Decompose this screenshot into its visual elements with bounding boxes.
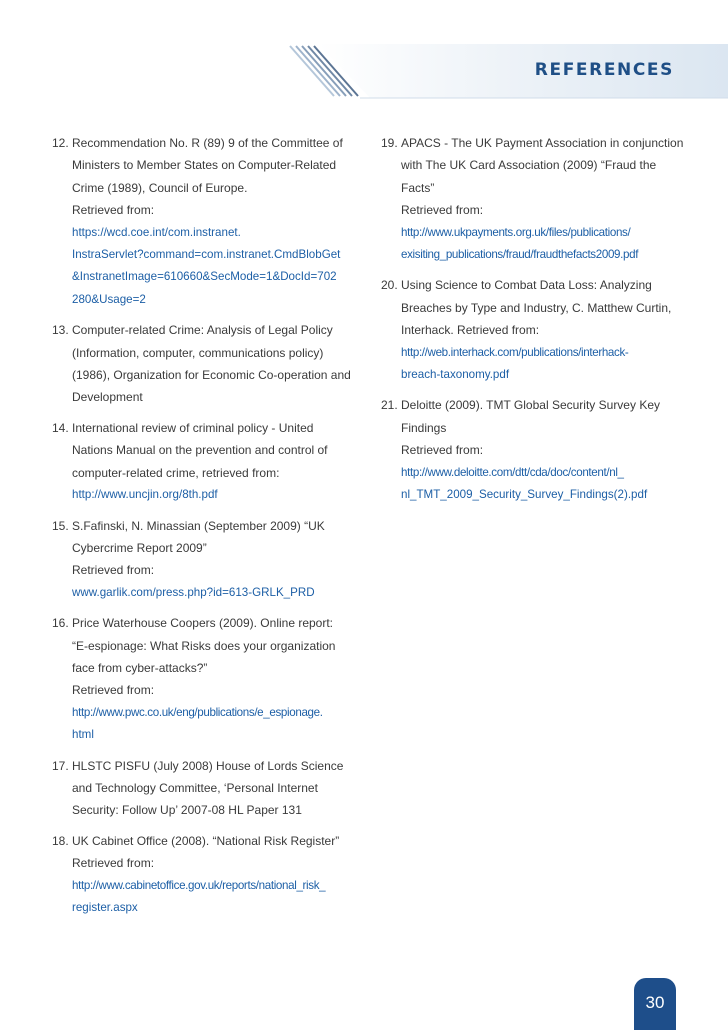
reference-text-line: Retrieved from: <box>401 203 484 218</box>
reference-text-line: Retrieved from: <box>72 203 155 218</box>
reference-url[interactable]: nl_TMT_2009_Security_Survey_Findings(2).pdf <box>401 488 648 502</box>
reference-text: International review of criminal policy - United <box>72 420 314 435</box>
reference-text-line <box>52 830 358 852</box>
reference-entry <box>52 132 358 311</box>
reference-text-line: Retrieved from: <box>72 683 155 698</box>
reference-text: Recommendation No. R (89) 9 of the Committee of <box>72 136 343 150</box>
reference-url[interactable]: http://www.pwc.co.uk/eng/publications/e_espionage. <box>72 705 323 719</box>
reference-url[interactable]: exisiting_publications/fraud/fraudthefacts2009.pdf <box>401 248 639 262</box>
header-stripes-graphic <box>0 0 728 110</box>
reference-number: 14. <box>52 420 69 435</box>
reference-text: Using Science to Combat Data Loss: Analyzing <box>401 278 652 293</box>
reference-number: 17. <box>52 758 69 773</box>
reference-entry <box>381 394 681 506</box>
reference-text-line: Nations Manual on the prevention and control of <box>72 443 328 458</box>
reference-text-line <box>52 132 358 154</box>
reference-text-line: Findings <box>401 420 447 435</box>
page-number: 30 <box>645 993 665 1012</box>
reference-text-line: Retrieved from: <box>72 856 155 871</box>
reference-text: Deloitte (2009). TMT Global Security Survey Key <box>401 398 660 413</box>
reference-text-line: Ministers to Member States on Computer-Related <box>72 158 337 173</box>
reference-url[interactable]: http://www.cabinetoffice.gov.uk/reports/national_risk_ <box>72 878 326 892</box>
references-right-column <box>381 132 684 515</box>
reference-text-line <box>381 132 684 154</box>
reference-number: 18. <box>52 833 69 848</box>
reference-text-line: Development <box>72 390 143 405</box>
reference-url[interactable]: html <box>72 728 94 742</box>
reference-text-line: Retrieved from: <box>401 443 484 458</box>
reference-number: 19. <box>381 136 398 150</box>
reference-number: 13. <box>52 323 69 338</box>
reference-text-line: Breaches by Type and Industry, C. Matthew Curtin, <box>401 300 672 315</box>
reference-text-line: Facts” <box>401 180 435 195</box>
page-number-badge <box>634 978 676 1030</box>
reference-entry <box>52 830 358 920</box>
reference-text: HLSTC PISFU (July 2008) House of Lords Science <box>72 758 344 773</box>
reference-url[interactable]: 280&Usage=2 <box>72 292 146 306</box>
reference-text: Computer-related Crime: Analysis of Legal Policy <box>72 323 333 338</box>
reference-number: 21. <box>381 398 398 413</box>
reference-number: 16. <box>52 616 69 631</box>
reference-text-line: computer-related crime, retrieved from: <box>72 465 280 480</box>
reference-text-line: Security: Follow Up’ 2007-08 HL Paper 131 <box>72 803 302 818</box>
reference-url[interactable]: register.aspx <box>72 901 138 914</box>
reference-text-line: (Information, computer, communications policy) <box>72 345 324 360</box>
reference-url[interactable]: breach-taxonomy.pdf <box>401 368 510 382</box>
reference-text-line <box>52 612 358 634</box>
reference-entry <box>381 274 681 386</box>
reference-entry <box>52 612 358 746</box>
reference-text-line: Cybercrime Report 2009” <box>72 540 207 555</box>
reference-number: 12. <box>52 136 69 150</box>
reference-text-line: face from cyber-attacks?” <box>72 660 208 675</box>
reference-text-line <box>52 515 358 537</box>
reference-url[interactable]: https://wcd.coe.int/com.instranet. <box>72 225 241 239</box>
references-left-column <box>52 132 358 927</box>
reference-number: 15. <box>52 518 69 533</box>
reference-entry <box>52 515 358 605</box>
reference-text-line <box>52 319 358 341</box>
reference-url[interactable]: &InstranetImage=610660&SecMode=1&DocId=702 <box>72 270 337 284</box>
reference-text-line <box>381 274 681 296</box>
reference-text: UK Cabinet Office (2008). “National Risk Register” <box>72 833 340 848</box>
reference-text-line: Interhack. Retrieved from: <box>401 323 540 338</box>
reference-text-line: with The UK Card Association (2009) “Fraud the <box>401 158 657 173</box>
reference-text-line: “E-espionage: What Risks does your organization <box>72 638 336 653</box>
reference-text: S.Fafinski, N. Minassian (September 2009) “UK <box>72 518 325 533</box>
reference-url[interactable]: http://www.deloitte.com/dtt/cda/doc/content/nl_ <box>401 465 624 479</box>
reference-entry <box>381 132 684 266</box>
reference-entry <box>52 417 358 507</box>
reference-text-line <box>381 394 681 416</box>
reference-url[interactable]: http://www.uncjin.org/8th.pdf <box>72 488 218 502</box>
header-band <box>0 0 728 110</box>
reference-url[interactable]: www.garlik.com/press.php?id=613-GRLK_PRD <box>72 585 315 599</box>
reference-url[interactable]: http://web.interhack.com/publications/interhack- <box>401 345 629 359</box>
reference-text-line: (1986), Organization for Economic Co-operation and <box>72 368 351 383</box>
reference-text-line: and Technology Committee, ‘Personal Internet <box>72 780 318 795</box>
reference-text-line: Crime (1989), Council of Europe. <box>72 180 248 195</box>
reference-text-line <box>52 755 358 777</box>
reference-entry <box>52 319 358 409</box>
reference-url[interactable]: InstraServlet?command=com.instranet.CmdBlobGet <box>72 248 341 262</box>
reference-text-line: Retrieved from: <box>72 563 155 578</box>
reference-url[interactable]: http://www.ukpayments.org.uk/files/publications/ <box>401 225 631 239</box>
section-title: REFERENCES <box>534 60 674 80</box>
reference-text: Price Waterhouse Coopers (2009). Online report: <box>72 616 334 631</box>
reference-text-line <box>52 417 358 439</box>
reference-entry <box>52 755 358 822</box>
reference-text: APACS - The UK Payment Association in conjunction <box>401 136 684 150</box>
reference-number: 20. <box>381 278 398 293</box>
